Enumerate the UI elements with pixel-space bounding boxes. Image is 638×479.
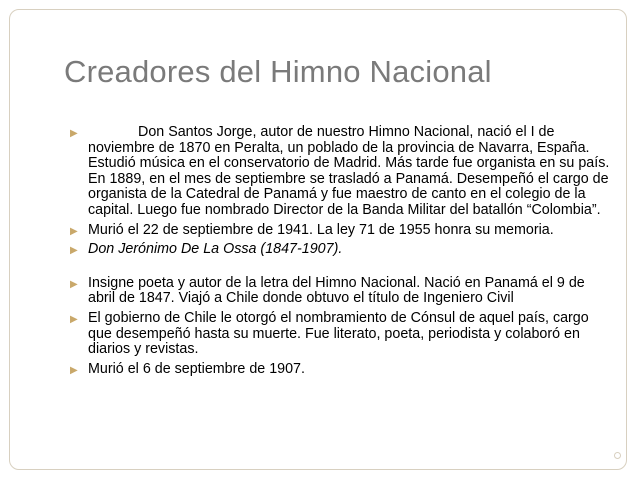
corner-dot-decoration bbox=[614, 452, 621, 459]
bullet-text: El gobierno de Chile le otorgó el nombramiento de Cónsul de aquel país, cargo que desempeñó hasta su muerte. Fue literato, poeta, periodista y colaboró en diarios y revistas. bbox=[88, 309, 589, 358]
bullet-list bbox=[70, 125, 610, 377]
slide-title: Creadores del Himno Nacional bbox=[64, 54, 492, 89]
bullet-icon: ▶ bbox=[70, 225, 78, 237]
bullet-icon: ▶ bbox=[70, 128, 78, 139]
bullet-text: Murió el 6 de septiembre de 1907. bbox=[88, 360, 305, 377]
bullet-icon: ▶ bbox=[70, 278, 78, 290]
bullet-item-jeronimo-death bbox=[70, 362, 610, 378]
bullet-text: Don Santos Jorge, autor de nuestro Himno Nacional, nació el I de noviembre de 1870 en Peralta, un poblado de la provincia de Navarra, España. Estudió música en el conservatorio de Madrid. Más tarde fue organista en su país. En 1889, en el mes de septiembre se trasladó a Panamá. Desempeñó el cargo de organista de la Catedral de Panamá y fue maestro de canto en el colegio de la capital. Luego fue nombrado Director de la Banda Militar del batallón “Colombia”. bbox=[88, 124, 610, 218]
bullet-icon: ▶ bbox=[70, 245, 78, 257]
bullet-text: Don Jerónimo De La Ossa (1847-1907). bbox=[88, 241, 343, 258]
bullet-text: Insigne poeta y autor de la letra del Himno Nacional. Nació en Panamá el 9 de abril de 1847. Viajó a Chile donde obtuvo el título de Ingeniero Civil bbox=[88, 274, 585, 307]
bullet-item-santos-jorge-bio bbox=[70, 125, 610, 219]
bullet-item-jeronimo-heading bbox=[70, 242, 610, 258]
bullet-item-santos-jorge-death bbox=[70, 223, 610, 239]
bullet-item-jeronimo-chile bbox=[70, 311, 610, 358]
bullet-icon: ▶ bbox=[70, 313, 78, 325]
bullet-icon: ▶ bbox=[70, 364, 78, 376]
bullet-item-jeronimo-bio bbox=[70, 276, 610, 307]
bullet-text: Murió el 22 de septiembre de 1941. La ley 71 de 1955 honra su memoria. bbox=[88, 221, 554, 238]
